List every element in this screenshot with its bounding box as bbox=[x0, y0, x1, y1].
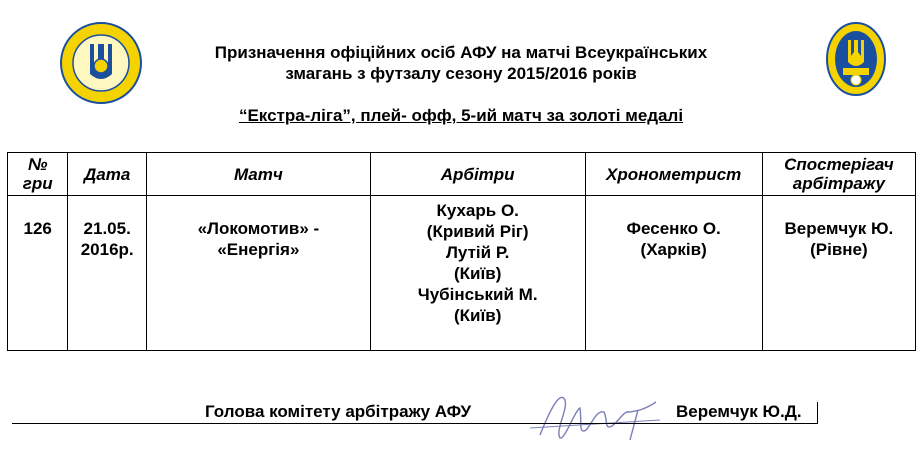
arbiter-city: (Київ) bbox=[453, 306, 502, 325]
header-game-number: № гри bbox=[8, 153, 68, 196]
table-row bbox=[8, 196, 916, 351]
arbiter-name: Чубінський М. bbox=[417, 285, 538, 304]
cell-arbiters bbox=[370, 196, 585, 351]
football-federation-logo bbox=[826, 22, 886, 96]
arbiter-city: (Київ) bbox=[453, 264, 502, 283]
cell-game-number: 126 bbox=[8, 196, 68, 351]
cell-date: 21.05. 2016р. bbox=[68, 196, 147, 351]
cell-observer: Веремчук Ю. (Рівне) bbox=[762, 196, 915, 351]
arbiter-city: (Кривий Ріг) bbox=[426, 222, 529, 241]
document-subtitle: “Екстра-ліга”, плей- офф, 5-ий матч за золоті медалі bbox=[238, 106, 684, 125]
header-arbiters: Арбітри bbox=[370, 153, 585, 196]
futsal-association-logo bbox=[60, 22, 142, 104]
footer-rule bbox=[12, 423, 818, 424]
table-header-row bbox=[8, 153, 916, 196]
arbiter-name: Кухарь О. bbox=[436, 201, 519, 220]
header-observer: Спостерігач арбітражу bbox=[762, 153, 915, 196]
arbiter-name: Лутій Р. bbox=[446, 243, 510, 262]
document-title-line-2: змагань з футзалу сезону 2015/2016 років bbox=[285, 64, 637, 83]
appointments-table bbox=[7, 152, 916, 351]
handwritten-signature bbox=[520, 380, 670, 450]
cell-match: «Локомотив» - «Енергія» bbox=[146, 196, 370, 351]
header-chronometrist: Хронометрист bbox=[585, 153, 762, 196]
header-date: Дата bbox=[68, 153, 147, 196]
document-title-line-1: Призначення офіційних осіб АФУ на матчі Всеукраїнських bbox=[214, 43, 708, 62]
header-match: Матч bbox=[146, 153, 370, 196]
signatory-name: Веремчук Ю.Д. bbox=[676, 402, 802, 421]
text-cursor bbox=[817, 402, 818, 424]
cell-chronometrist: Фесенко О. (Харків) bbox=[585, 196, 762, 351]
signatory-position: Голова комітету арбітражу АФУ bbox=[205, 402, 472, 421]
